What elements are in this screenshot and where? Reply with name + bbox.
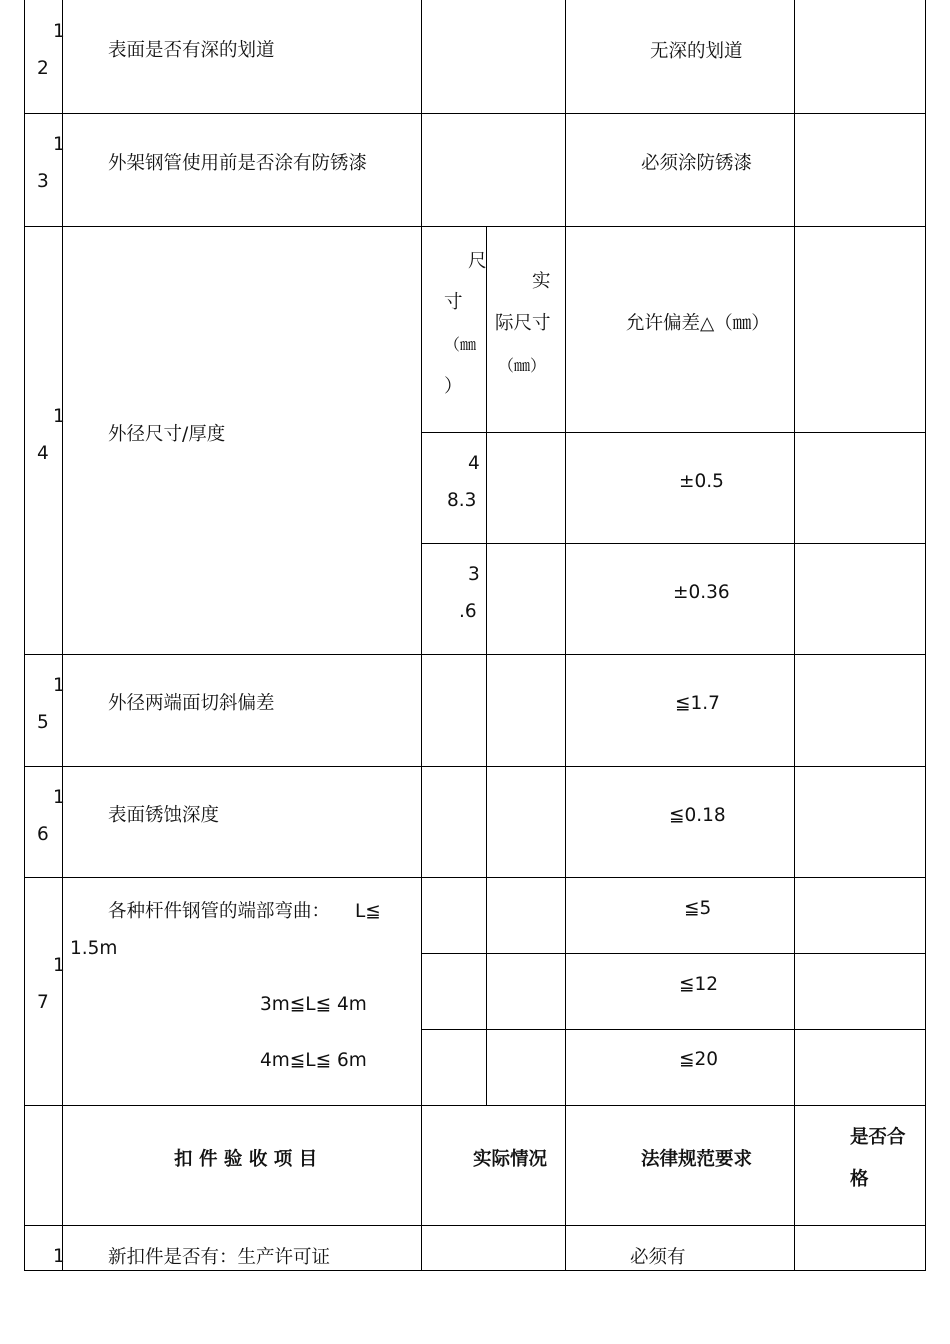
row-line-17-sub1-bottom xyxy=(421,953,926,954)
actual-header-line1: 实 xyxy=(532,271,551,292)
row-17-requirement-3: ≦20 xyxy=(679,1049,719,1070)
column-divider-actual xyxy=(486,227,487,1105)
column-divider-requirement xyxy=(565,0,566,1271)
fastener-pass-header-line2: 格 xyxy=(850,1169,869,1190)
tolerance-value-2: ±0.36 xyxy=(673,582,730,603)
last-row-item: 新扣件是否有：生产许可证 xyxy=(108,1247,331,1268)
column-divider-number xyxy=(62,0,63,1271)
row-12-requirement: 无深的划道 xyxy=(650,41,743,62)
row-line-17-sub2-bottom xyxy=(421,1029,926,1030)
fastener-pass-header-line1: 是否合 xyxy=(850,1127,906,1148)
table-border-bottom xyxy=(24,1270,926,1271)
size-header-line2: 寸 xyxy=(444,292,463,313)
size-header-line4: ） xyxy=(444,376,463,397)
tolerance-value-1: ±0.5 xyxy=(679,471,724,492)
size-value-2-top: 3 xyxy=(468,564,480,585)
row-line-13-bottom xyxy=(24,226,926,227)
size-value-2-bottom: .6 xyxy=(459,601,477,622)
actual-header-line2: 际尺寸 xyxy=(495,313,551,334)
row-12-number-top: 1 xyxy=(53,21,65,42)
row-17-item-line1-suffix: L≦ xyxy=(355,901,381,922)
actual-header-line3: （㎜） xyxy=(498,356,547,375)
size-header-line3: （㎜ xyxy=(444,335,477,354)
row-15-requirement: ≦1.7 xyxy=(675,693,720,714)
row-12-number-bottom: 2 xyxy=(37,58,49,79)
row-line-16-bottom xyxy=(24,877,926,878)
row-line-14-header-bottom xyxy=(421,432,926,433)
fastener-requirement-header: 法律规范要求 xyxy=(641,1149,753,1170)
row-13-requirement: 必须涂防锈漆 xyxy=(641,153,753,174)
row-16-number-top: 1 xyxy=(53,787,65,808)
row-15-number-bottom: 5 xyxy=(37,712,49,733)
row-line-14-sub1-bottom xyxy=(421,543,926,544)
row-17-requirement-2: ≦12 xyxy=(679,974,719,995)
row-15-number-top: 1 xyxy=(53,675,65,696)
row-line-17-bottom xyxy=(24,1105,926,1106)
row-line-header-bottom xyxy=(24,1225,926,1226)
row-line-12-bottom xyxy=(24,113,926,114)
column-divider-item xyxy=(421,0,422,1271)
size-value-1-bottom: 8.3 xyxy=(447,490,477,511)
fastener-item-header: 扣 件 验 收 项 目 xyxy=(174,1149,318,1170)
row-17-number-bottom: 7 xyxy=(37,992,49,1013)
last-row-requirement: 必须有 xyxy=(630,1247,686,1268)
tolerance-header: 允许偏差△（㎜） xyxy=(626,313,770,334)
row-14-number-top: 1 xyxy=(53,406,65,427)
row-14-item: 外径尺寸/厚度 xyxy=(108,424,226,445)
column-divider-pass xyxy=(794,0,795,1271)
size-header-line1: 尺 xyxy=(468,251,487,272)
row-16-requirement: ≦0.18 xyxy=(669,805,726,826)
row-13-number-bottom: 3 xyxy=(37,171,49,192)
row-15-item: 外径两端面切斜偏差 xyxy=(108,693,275,714)
table-border-left xyxy=(24,0,25,1271)
fastener-actual-header: 实际情况 xyxy=(473,1149,548,1170)
row-17-item-line4: 4m≦L≦ 6m xyxy=(260,1050,367,1071)
row-17-number-top: 1 xyxy=(53,955,65,976)
size-value-1-top: 4 xyxy=(468,453,480,474)
row-13-number-top: 1 xyxy=(53,134,65,155)
row-12-item: 表面是否有深的划道 xyxy=(108,40,275,61)
row-14-number-bottom: 4 xyxy=(37,443,49,464)
row-17-item-line2: 1.5m xyxy=(70,938,118,959)
row-16-item: 表面锈蚀深度 xyxy=(108,805,220,826)
row-line-14-bottom xyxy=(24,654,926,655)
row-17-requirement-1: ≦5 xyxy=(684,898,712,919)
row-line-15-bottom xyxy=(24,766,926,767)
row-13-item: 外架钢管使用前是否涂有防锈漆 xyxy=(108,153,368,174)
row-17-item-line1: 各种杆件钢管的端部弯曲： xyxy=(108,901,331,922)
last-row-number-top: 1 xyxy=(53,1246,65,1267)
row-16-number-bottom: 6 xyxy=(37,824,49,845)
table-border-right xyxy=(925,0,926,1271)
row-17-item-line3: 3m≦L≦ 4m xyxy=(260,994,367,1015)
